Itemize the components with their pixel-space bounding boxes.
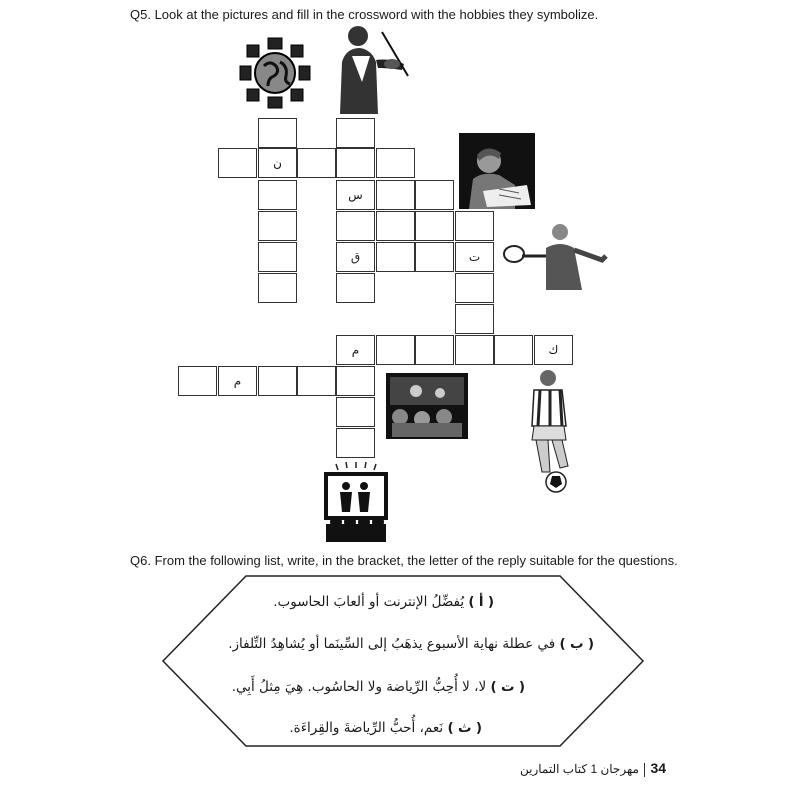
crossword-cell[interactable]: م [218, 366, 257, 396]
crossword-cell[interactable]: م [336, 335, 375, 365]
reply-text: لا، لا أُحِبُّ الرِّياضة ولا الحاسُوب. هِيَ مِثلُ أَبِي. [231, 679, 487, 695]
book-title: مهرجان 1 كتاب التمارين [520, 762, 639, 776]
crossword-cell[interactable]: ك [534, 335, 573, 365]
footer-divider [644, 763, 646, 777]
reply-letter: ت [500, 679, 515, 695]
reply-letter: ث [457, 720, 472, 736]
reply-text: نَعم، أُحبُّ الرِّياضةَ والقِراءَة. [289, 720, 444, 736]
reply-d: ( ث ) نَعم، أُحبُّ الرِّياضةَ والقِراءَة. [289, 720, 482, 736]
crossword-cell[interactable]: ق [336, 242, 375, 272]
reply-letter: أ [478, 594, 484, 610]
reply-text: في عطلة نهاية الأسبوع يذهَبُ إلى السِّينَما أو يُشاهِدُ التِّلفاز. [228, 636, 556, 652]
reply-a: ( أ ) يُفضِّلُ الإنترنت أو ألعابَ الحاسوب. [273, 594, 494, 610]
crossword-cell[interactable]: ن [258, 148, 297, 178]
crossword-cell[interactable]: س [336, 180, 375, 210]
reply-letter: ب [569, 636, 584, 652]
page-footer [520, 760, 666, 777]
reply-b: ( ب ) في عطلة نهاية الأسبوع يذهَبُ إلى السِّينَما أو يُشاهِدُ التِّلفاز. [228, 636, 594, 652]
q5-instruction: Q5. Look at the pictures and fill in the crossword with the hobbies they symbolize. [130, 7, 599, 22]
reply-text: يُفضِّلُ الإنترنت أو ألعابَ الحاسوب. [273, 594, 465, 610]
page-number: 34 [650, 760, 667, 776]
q6-instruction: Q6. From the following list, write, in the bracket, the letter of the reply suitable for the questions. [130, 553, 678, 568]
crossword-cell[interactable]: ت [455, 242, 494, 272]
reply-c: ( ت ) لا، لا أُحِبُّ الرِّياضة ولا الحاسُوب. هِيَ مِثلُ أَبِي. [231, 679, 525, 695]
